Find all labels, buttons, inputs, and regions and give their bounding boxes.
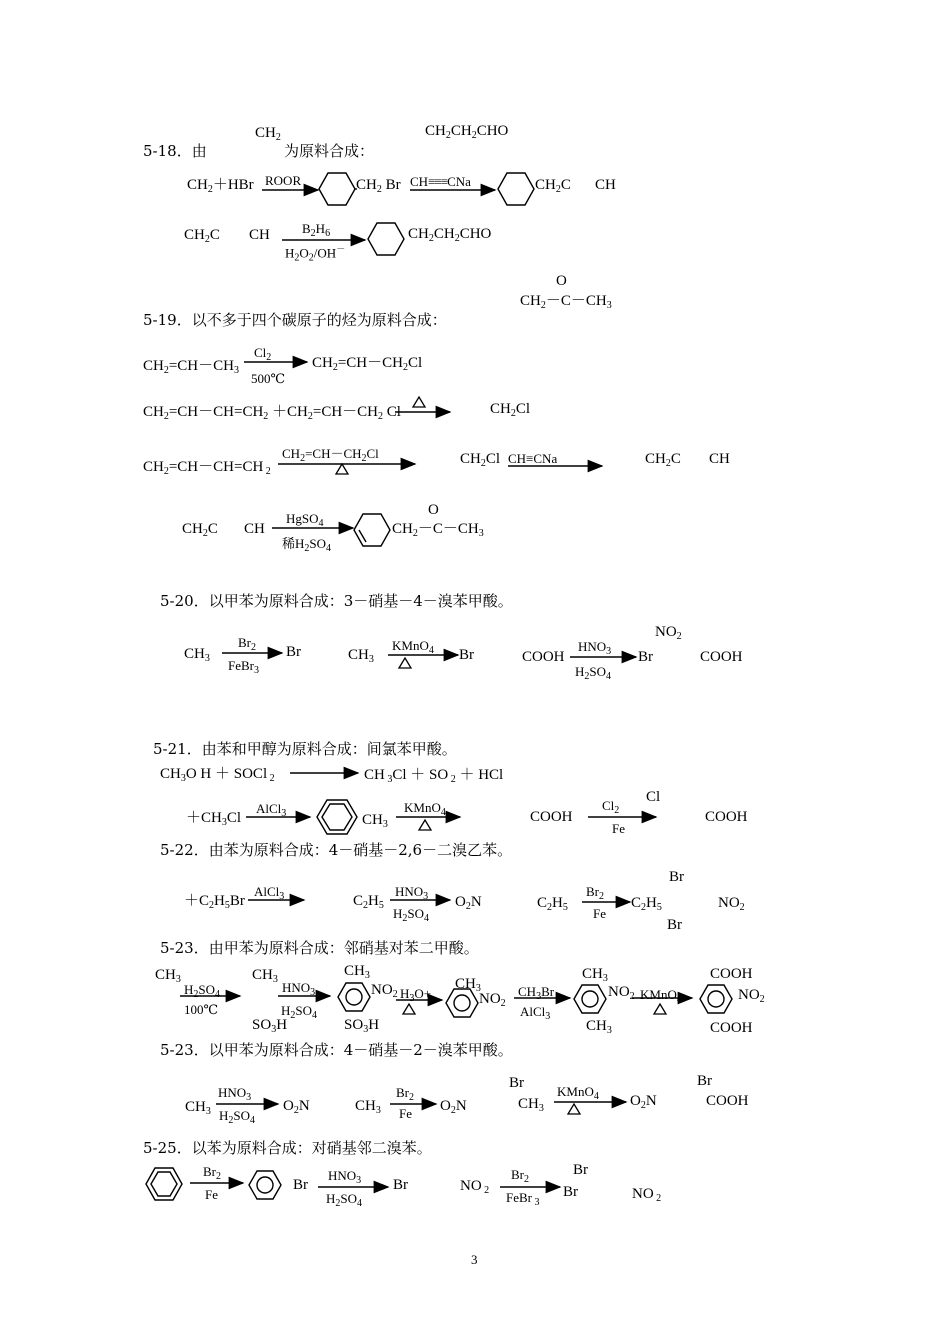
s23b-cooh: COOH [706, 1093, 749, 1109]
problem-5-21-title: 5-21．由苯和甲醇为原料合成：间氯苯甲酸。 [153, 740, 457, 758]
s21-ch3: $CH_3$ [362, 812, 388, 830]
s23a-no2-c: $NO_2$ [608, 984, 635, 1002]
s19-r3-lhs: $CH_2=CH-CH=CH$ $_2$ [143, 459, 271, 477]
problem-5-25-title: 5-25．以苯为原料合成：对硝基邻二溴苯。 [143, 1139, 432, 1157]
r2-cond: CH≡≡≡CNa [410, 174, 471, 189]
s23b-h2so4: $H_2SO_4$ [219, 1108, 256, 1126]
s21-coohb: COOH [705, 809, 748, 825]
s20-kmno: KMnO$_4$ [392, 638, 434, 656]
s19-r3b-cond: CH≡CNa [508, 451, 558, 466]
s23a-alcl3: AlCl$_3$ [520, 1004, 551, 1022]
s23b-br2: $Br_2$ [396, 1085, 414, 1103]
s25-h2so4: $H_2SO_4$ [326, 1191, 363, 1209]
s22-br-top: Br [669, 869, 684, 885]
s19-r4-o: O [428, 502, 439, 518]
s23a-kmno: KMnO$_4$ [640, 987, 682, 1005]
s19-r4-cond-bot: 稀$H_2SO_4$ [282, 536, 332, 554]
s23a-no2-d: $NO_2$ [738, 987, 765, 1005]
s25-hno3: $HNO_3$ [328, 1168, 362, 1186]
s25-br: Br [293, 1177, 308, 1193]
s19-r1-cond-top: $Cl_2$ [254, 345, 272, 363]
r3-cond-bot: $H_2O_2/OH^-$ [285, 244, 346, 264]
s19-r1-prod: $CH_2=CH-CH_2Cl$ [312, 355, 423, 373]
s23b-ch3c: $CH_3$ [518, 1096, 544, 1114]
s20-cooh: COOH [522, 649, 565, 665]
s19-r1-lhs: $CH_2=CH-CH_3$ [143, 358, 239, 376]
target-o: O [556, 273, 567, 289]
problem-5-19-title: 5-19．以不多于四个碳原子的烃为原料合成： [143, 311, 447, 329]
s23b-ch3: $CH_3$ [185, 1099, 211, 1117]
r1-cond-roor: ROOR [265, 173, 302, 188]
s22-alcl3: AlCl$_3$ [254, 884, 285, 902]
heat-delta [399, 658, 411, 668]
heat-delta [403, 1004, 415, 1014]
s19-r4-cond-top: HgSO$_4$ [286, 511, 324, 529]
cyclohexane-ring [319, 173, 355, 205]
heat-delta [654, 1004, 666, 1014]
s23b-o2nc: $O_2N$ [630, 1093, 657, 1111]
s22-fe: Fe [593, 906, 606, 921]
s23a-cooh-top: COOH [710, 966, 753, 982]
s23a-ch3-ring: $CH_3$ [344, 963, 370, 981]
r1-lhs: $CH_2+HBr$ [187, 177, 254, 195]
s23a-h2so4: $H_2SO_4$ [184, 982, 221, 1000]
s23a-hno3: $HNO_3$ [282, 980, 316, 998]
s22-c2h5c: $C_2H_5$ [631, 895, 662, 913]
s20-h2so4: $H_2SO_4$ [575, 664, 612, 682]
benzene-ring [317, 800, 357, 834]
s20-febr3: FeBr$_3$ [228, 658, 259, 676]
s23b-kmno: KMnO$_4$ [557, 1084, 599, 1102]
s23b-o2nb: $O_2N$ [440, 1098, 467, 1116]
s22-br2: $Br_2$ [586, 884, 604, 902]
s23b-fe: Fe [399, 1106, 412, 1121]
problem-5-18-title: 5-18．由 [143, 142, 207, 160]
benzene-ring [700, 985, 732, 1013]
r3-prod: $CH_2CH_2CHO$ [408, 226, 492, 244]
s21-line1-prod: CH $_3$Cl ＋ SO $_2$ ＋ HCl [364, 767, 504, 785]
r2-prod-end: CH [595, 177, 616, 193]
benzene-ring [574, 985, 606, 1013]
s19-r3b-prod-end: CH [709, 451, 730, 467]
s19-r3-cond-top: $CH_2=CH-CH_2Cl$ [282, 446, 379, 464]
s19-r3b-prod: $CH_2C$ [645, 451, 681, 469]
problem-5-18-title-suffix: 为原料合成： [284, 142, 375, 160]
reagent-ch2: $CH_2$ [255, 125, 281, 143]
r3-cond-top: $B_2H_6$ [302, 221, 331, 239]
s23a-no2-b: $NO_2$ [479, 991, 506, 1009]
s23a-so3h-ring: $SO_3H$ [344, 1017, 380, 1035]
r2-prod: $CH_2C$ [535, 177, 571, 195]
s21-alcl3: AlCl$_3$ [256, 801, 287, 819]
s19-r4-prod: $CH_2-C-CH_3$ [392, 521, 484, 539]
r3-lhs: $CH_2C$ [184, 227, 220, 245]
s25-no2: NO $_2$ [460, 1178, 490, 1196]
s20-ch3b: $CH_3$ [348, 647, 374, 665]
s25-br2: $Br_2$ [203, 1164, 221, 1182]
s19-r4-lhs: $CH_2C$ [182, 521, 218, 539]
s22-plus-c2h5br: $+C_2H_5Br$ [184, 893, 245, 911]
s20-brb: Br [459, 647, 474, 663]
cyclohexane-ring [498, 173, 534, 205]
s25-febr3: FeBr $_3$ [506, 1190, 540, 1208]
problem-5-20-title: 5-20．以甲苯为原料合成：3－硝基－4－溴苯甲酸。 [160, 592, 513, 610]
problem-5-23a-title: 5-23．由甲苯为原料合成：邻硝基对苯二甲酸。 [160, 939, 479, 957]
r1-prod: $CH_2$ Br [356, 177, 401, 195]
s19-r2-lhs: $CH_2=CH-CH=CH_2 +CH_2=CH-CH_2$ Cl [143, 404, 401, 422]
s25-br2b: $Br_2$ [511, 1167, 529, 1185]
heat-delta [419, 820, 431, 830]
heat-delta [413, 397, 425, 407]
s20-ch3: $CH_3$ [184, 646, 210, 664]
s23a-ch3-e: $CH_3$ [586, 1018, 612, 1036]
s22-c2h5: $C_2H_5$ [353, 893, 384, 911]
s22-c2h5b: $C_2H_5$ [537, 895, 568, 913]
s23a-ch3b: $CH_3$ [252, 967, 278, 985]
s25-no2b: NO $_2$ [632, 1186, 662, 1204]
s20-coohb: COOH [700, 649, 743, 665]
s21-kmno: KMnO$_4$ [404, 800, 446, 818]
s21-plus-ch3cl: $+CH_3Cl$ [186, 810, 242, 828]
s23b-br: Br [509, 1075, 524, 1091]
s21-cooh: COOH [530, 809, 573, 825]
r3-lhs-end: CH [249, 227, 270, 243]
s23a-no2: $NO_2$ [371, 982, 398, 1000]
s20-no2: $NO_2$ [655, 624, 682, 642]
s23a-h2so4b: $H_2SO_4$ [281, 1003, 318, 1021]
s25-fe: Fe [205, 1187, 218, 1202]
s21-cl: Cl [646, 789, 661, 805]
s23a-temp: 100℃ [184, 1002, 219, 1017]
target-ketone: $CH_2-C-CH_3$ [520, 293, 612, 311]
target-ch2ch2cho: $CH_2CH_2CHO$ [425, 123, 509, 141]
s23b-o2n: $O_2N$ [283, 1098, 310, 1116]
s20-hno3: $HNO_3$ [578, 639, 612, 657]
s21-cl2: $Cl_2$ [602, 798, 620, 816]
s21-line1: $CH_3O$ H ＋ SOCl $_2$ [160, 766, 275, 784]
heat-delta [568, 1104, 580, 1114]
s19-r4-lhs-end: CH [244, 521, 265, 537]
s23b-ch3b: $CH_3$ [355, 1098, 381, 1116]
s22-hno3: $HNO_3$ [395, 884, 429, 902]
s19-r1-cond-bot: 500℃ [251, 371, 286, 386]
s23a-so3h: $SO_3H$ [252, 1017, 288, 1035]
s23a-cooh-bot: COOH [710, 1020, 753, 1036]
s22-br-bot: Br [667, 917, 682, 933]
s20-br: Br [286, 644, 301, 660]
s23b-brb: Br [697, 1073, 712, 1089]
benzene-ring [249, 1171, 281, 1199]
s23a-ch3br: $CH_3Br$ [518, 984, 555, 1002]
s23a-ch3-c: $CH_3$ [455, 976, 481, 994]
s25-br-mid: Br [563, 1184, 578, 1200]
heat-delta [336, 464, 348, 474]
page-number: 3 [471, 1252, 478, 1267]
s21-fe: Fe [612, 821, 625, 836]
benzene-ring [446, 989, 478, 1017]
problem-5-22-title: 5-22．由苯为原料合成：4－硝基－2,6－二溴乙苯。 [160, 841, 513, 859]
problem-5-23b-title: 5-23．以甲苯为原料合成：4－硝基－2－溴苯甲酸。 [160, 1041, 513, 1059]
s25-br-top: Br [573, 1162, 588, 1178]
s20-brc: Br [638, 649, 653, 665]
s20-br2: $Br_2$ [238, 635, 256, 653]
s23a-h3o: $H_3O+$ [400, 986, 432, 1004]
s23a-ch3-d: $CH_3$ [582, 966, 608, 984]
benzene-ring [338, 983, 370, 1011]
s25-brb: Br [393, 1177, 408, 1193]
cyclohexane-ring [368, 223, 404, 255]
s22-o2n: $O_2N$ [455, 894, 482, 912]
s19-r2-prod: $CH_2Cl$ [490, 401, 531, 419]
s23a-ch3: $CH_3$ [155, 967, 181, 985]
s23b-hno3: $HNO_3$ [218, 1085, 252, 1103]
s19-r3-prod: $CH_2Cl$ [460, 451, 501, 469]
s22-h2so4: $H_2SO_4$ [393, 906, 430, 924]
s22-no2: $NO_2$ [718, 895, 745, 913]
